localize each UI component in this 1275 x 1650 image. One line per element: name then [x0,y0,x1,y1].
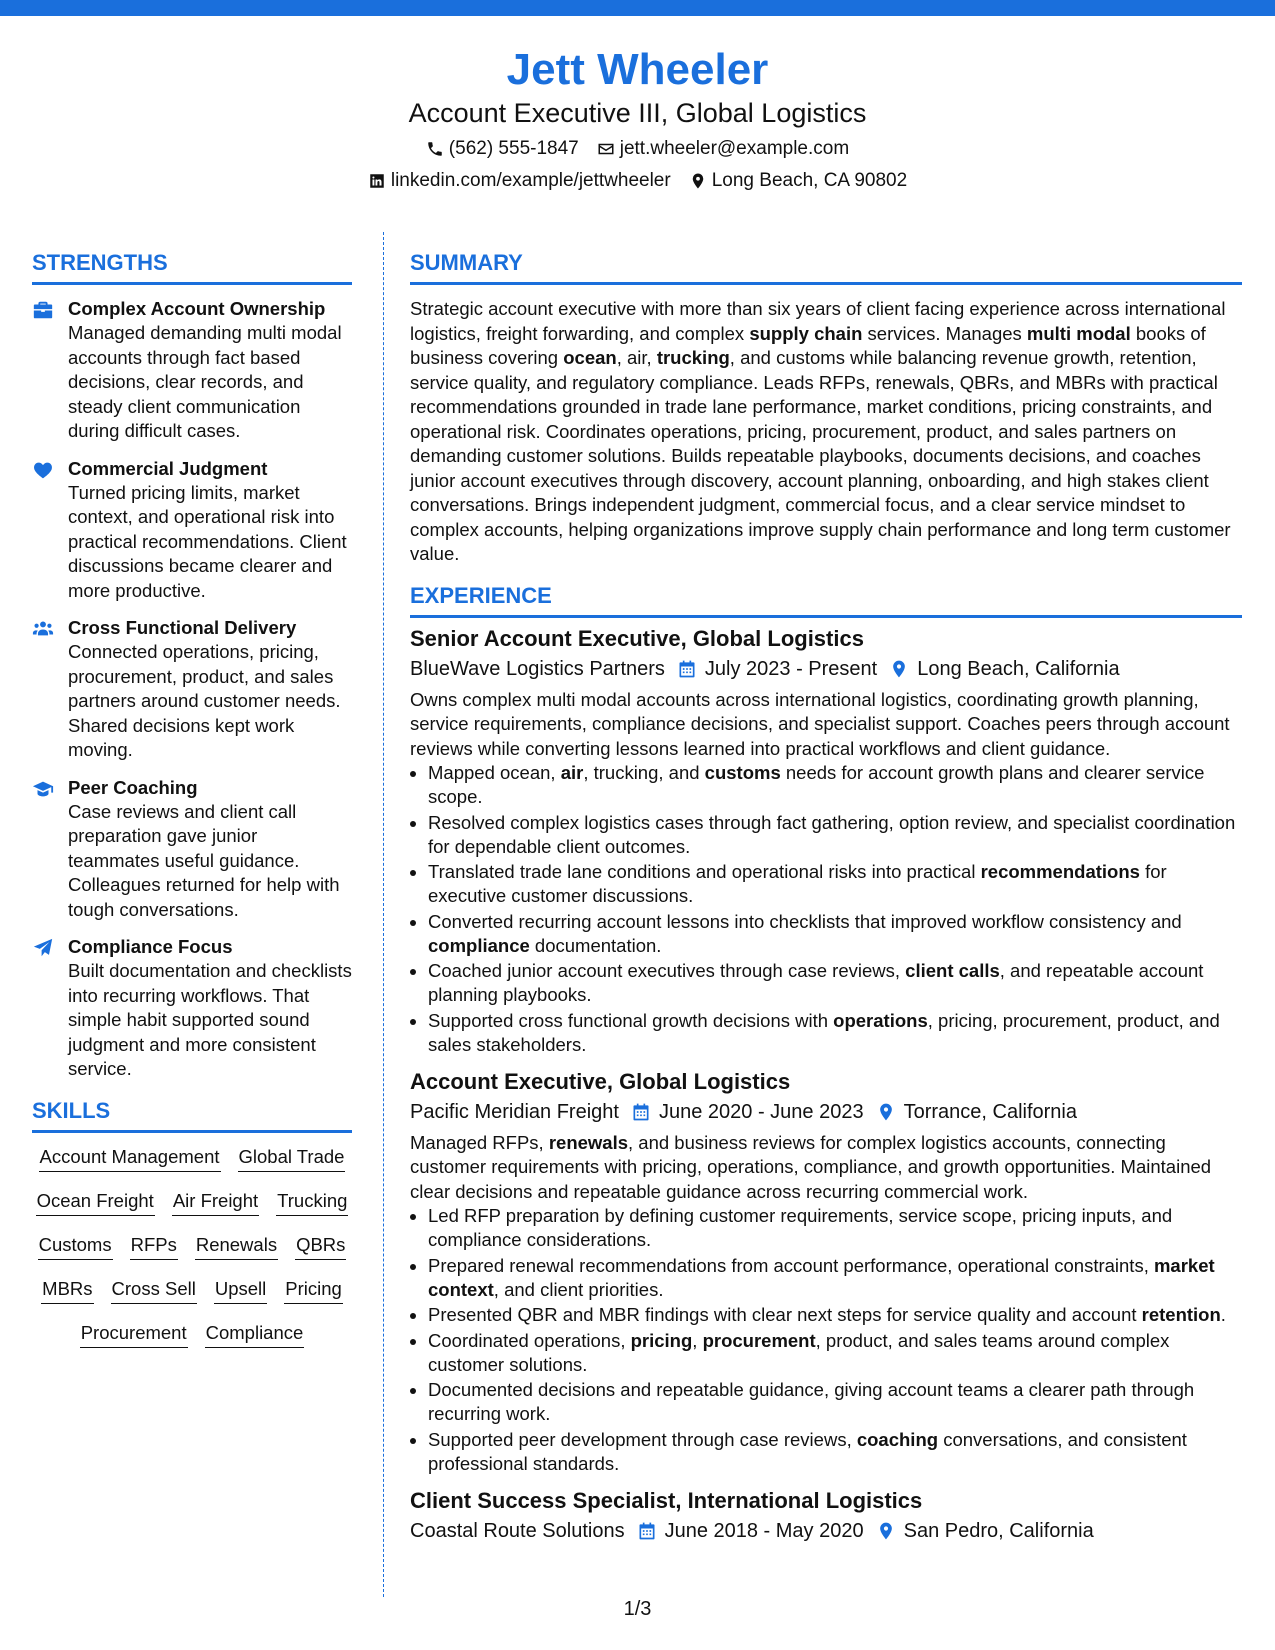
page-number: 1/3 [623,1598,652,1620]
email-text: jett.wheeler@example.com [619,138,850,159]
skill-tag: Pricing [284,1277,343,1304]
strengths-heading: STRENGTHS [32,248,352,285]
users-icon [32,616,56,763]
skill-tag: Trucking [276,1189,348,1216]
job-dates: June 2020 - June 2023 [631,1097,864,1127]
top-accent-bar [0,0,1275,16]
candidate-name: Jett Wheeler [506,45,769,94]
candidate-role: Account Executive III, Global Logistics [408,98,867,128]
heart-icon [32,457,56,604]
strength-body [68,297,352,444]
job-title: Senior Account Executive, Global Logistics [410,625,864,651]
linkedin-contact[interactable] [368,168,671,194]
linkedin-text: linkedin.com/example/jettwheeler [390,170,671,191]
skill-tag: Customs [38,1233,113,1260]
bullet-item: • Prepared renewal recommendations from account performance, operational constraints, market context, and client priorities. [428,1254,1242,1302]
location-text: Long Beach, CA 90802 [711,170,908,191]
strengths-list [32,297,352,1082]
job-description: Owns complex multi modal accounts across international logistics, coordinating growth planning, service requirements, compliance decisions, and specialist support. Coaches peers through account reviews while converting lessons learned into practical workflows and client guidance. [410,688,1230,759]
graduation-cap-icon [32,776,56,923]
linkedin-icon [368,172,386,190]
job-entry [410,1486,1242,1546]
skill-tag: Procurement [80,1321,188,1348]
strength-item [32,297,352,444]
phone-text: (562) 555-1847 [448,138,579,159]
skills-heading: SKILLS [32,1096,352,1133]
skill-tag: MBRs [41,1277,93,1304]
summary-text: Strategic account executive with more than six years of client facing experience across international logistics, freight forwarding, and complex supply chain services. Manages multi modal books of business covering ocean, air, trucking, and customs while balancing revenue growth, retention, service quality, and regulatory compliance. Leads RFPs, renewals, QBRs, and MBRs with practical recommendations grounded in trade lane performance, market conditions, pricing constraints, and operational risk. Coordinates operations, pricing, procurement, product, and sales partners on demanding customer solutions. Builds repeatable playbooks, documents decisions, and coaches junior account executives through discovery, account planning, onboarding, and high stakes client conversations. Brings independent judgment, commercial focus, and a clear service mindset to complex accounts, helping organizations improve supply chain performance and long term customer value. [410,298,1231,564]
bullet-item: • Converted recurring account lessons into checklists that improved workflow consistency and compliance documentation. [428,910,1242,958]
bullet-item: • Translated trade lane conditions and operational risks into practical recommendations for executive customer discussions. [428,860,1242,908]
strength-title: Compliance Focus [68,936,233,957]
calendar-icon [631,1102,651,1122]
phone-contact[interactable] [426,136,579,162]
location-contact [689,168,907,194]
strength-body [68,616,352,763]
job-description: Managed RFPs, renewals, and business reviews for complex logistics accounts, connecting customer requirements with pricing, operations, compliance, and growth opportunities. Maintained clear decisions and repeatable guidance across recurring commercial work. [410,1131,1212,1202]
strength-description: Built documentation and checklists into recurring workflows. That simple habit supported sound judgment and more consistent service. [68,960,352,1079]
job-dates: July 2023 - Present [677,654,877,684]
strength-title: Cross Functional Delivery [68,617,297,638]
skill-tag: QBRs [295,1233,346,1260]
job-bullets [410,1204,1242,1476]
briefcase-icon [32,297,56,444]
strength-title: Peer Coaching [68,776,198,798]
bullet-item: • Coordinated operations, pricing, procurement, product, and sales teams around complex customer solutions. [428,1329,1242,1377]
strength-description: Case reviews and client call preparation gave junior teammates useful guidance. Colleagues returned for help with tough conversations. [68,800,340,920]
left-column [32,248,352,1348]
skills-list [32,1145,352,1348]
email-contact[interactable] [597,136,849,162]
bullet-item: • Mapped ocean, air, trucking, and customs needs for account growth plans and clearer service scope. [428,761,1242,809]
skill-tag: Cross Sell [111,1277,197,1304]
strength-title: Complex Account Ownership [68,298,326,319]
job-entry [410,624,1242,1057]
resume-header [0,44,1275,194]
strength-body [68,776,352,923]
right-column [410,248,1242,1556]
job-meta [410,1097,1242,1127]
bullet-item: • Resolved complex logistics cases through fact gathering, option review, and specialist coordination for dependable client outcomes. [428,811,1242,859]
strength-item [32,616,352,763]
job-location: San Pedro, California [876,1516,1094,1546]
bullet-item: • Supported cross functional growth decisions with operations, pricing, procurement, product, and sales stakeholders. [428,1009,1242,1057]
strength-body [68,457,352,604]
bullet-item: • Led RFP preparation by defining customer requirements, service scope, pricing inputs, and compliance considerations. [428,1204,1242,1252]
map-pin-icon [689,172,707,190]
calendar-icon [677,659,697,679]
bullet-item: • Supported peer development through case reviews, coaching conversations, and consistent professional standards. [428,1428,1242,1476]
strength-body [68,935,352,1082]
paper-plane-icon [32,935,56,1082]
skill-tag: Air Freight [172,1189,259,1216]
strength-item [32,935,352,1082]
job-entry [410,1067,1242,1476]
skill-tag: Global Trade [238,1145,346,1172]
job-company: BlueWave Logistics Partners [410,657,665,680]
job-location: Torrance, California [876,1097,1077,1127]
bullet-item: • Documented decisions and repeatable guidance, giving account teams a clearer path through recurring work. [428,1378,1242,1426]
map-pin-icon [876,1521,896,1541]
strength-title: Commercial Judgment [68,457,268,479]
skill-tag: Compliance [205,1321,305,1348]
job-company: Pacific Meridian Freight [410,1100,619,1123]
summary-heading: SUMMARY [410,248,1242,285]
envelope-icon [597,140,615,158]
strength-description: Turned pricing limits, market context, and operational risk into practical recommendations. Client discussions became clearer and more productive. [68,481,347,601]
contact-row-1 [0,136,1275,162]
strength-description: Connected operations, pricing, procurement, product, and sales partners around customer needs. Shared decisions kept work moving. [68,641,341,760]
experience-heading: EXPERIENCE [410,581,1242,618]
job-meta [410,654,1242,684]
column-divider [383,232,384,1597]
skill-tag: Upsell [214,1277,267,1304]
job-title: Client Success Specialist, International Logistics [410,1487,923,1513]
strength-item [32,776,352,923]
job-dates: June 2018 - May 2020 [637,1516,864,1546]
bullet-item: • Coached junior account executives through case reviews, client calls, and repeatable account planning playbooks. [428,959,1242,1007]
map-pin-icon [889,659,909,679]
skill-tag: Ocean Freight [36,1189,155,1216]
job-company: Coastal Route Solutions [410,1519,625,1542]
skill-tag: RFPs [130,1233,178,1260]
skill-tag: Renewals [195,1233,278,1260]
calendar-icon [637,1521,657,1541]
job-meta [410,1516,1242,1546]
bullet-item: • Presented QBR and MBR findings with clear next steps for service quality and account retention. [428,1303,1242,1327]
strength-item [32,457,352,604]
phone-icon [426,140,444,158]
job-title: Account Executive, Global Logistics [410,1068,791,1094]
job-bullets [410,761,1242,1057]
job-location: Long Beach, California [889,654,1119,684]
contact-row-2 [0,168,1275,194]
strength-description: Managed demanding multi modal accounts through fact based decisions, clear records, and steady client communication during difficult cases. [68,322,342,441]
skill-tag: Account Management [39,1145,221,1172]
map-pin-icon [876,1102,896,1122]
experience-list [410,624,1242,1546]
